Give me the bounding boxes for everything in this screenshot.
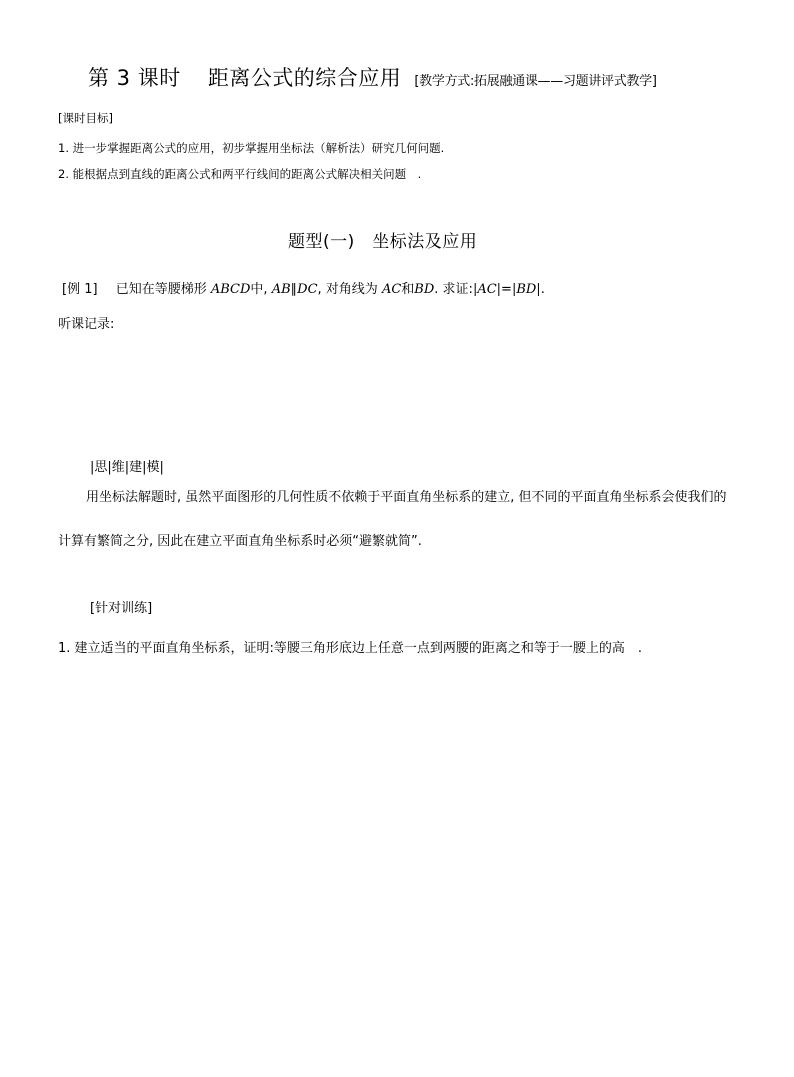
- thinking-label: |思|维|建|模|: [90, 460, 164, 475]
- notes-label: 听课记录:: [58, 317, 115, 332]
- math-ab: AB: [271, 282, 291, 297]
- example-text: .: [540, 282, 545, 297]
- math-equals: =: [501, 282, 512, 297]
- goals-label: [课时目标]: [58, 111, 113, 125]
- page-header: [88, 62, 657, 92]
- math-ac: AC: [381, 282, 402, 297]
- example-text: 已知在等腰梯形: [115, 282, 207, 297]
- thinking-text: 用坐标法解题时, 虽然平面图形的几何性质不依赖于平面直角坐标系的建立, 但不同的平面直角坐标系会使我们的计算有繁简之分, 因此在建立平面直角坐标系时必须“避繁就简”.: [58, 490, 727, 549]
- example-label: [例 1]: [62, 282, 98, 297]
- math-parallel: ∥: [290, 282, 298, 297]
- training-label: [针对训练]: [90, 601, 153, 616]
- math-abs-ac: |AC|: [472, 282, 502, 297]
- example-text: , 对角线为: [317, 282, 378, 297]
- example-1: [62, 278, 545, 297]
- math-dc: DC: [297, 282, 318, 297]
- goal-item: 1. 进一步掌握距离公式的应用，初步掌握用坐标法（解析法）研究几何问题.: [58, 141, 445, 155]
- section-title: 题型(一) 坐标法及应用: [288, 232, 478, 252]
- math-abs-bd: |BD|: [511, 282, 541, 297]
- goal-item: 2. 能根据点到直线的距离公式和两平行线间的距离公式解决相关问题 .: [58, 167, 422, 181]
- example-text: . 求证:: [434, 282, 473, 297]
- teaching-mode: [教学方式:拓展融通课——习题讲评式教学]: [414, 74, 657, 89]
- math-bd: BD: [414, 282, 435, 297]
- example-text: 中,: [250, 282, 268, 297]
- lesson-number: 第 3 课时: [88, 66, 181, 90]
- example-text: 和: [401, 282, 415, 297]
- math-trapezoid: ABCD: [210, 282, 251, 297]
- training-item: 1. 建立适当的平面直角坐标系，证明:等腰三角形底边上任意一点到两腰的距离之和等于一腰上的高 .: [58, 641, 643, 656]
- page-title: 距离公式的综合应用: [207, 66, 402, 90]
